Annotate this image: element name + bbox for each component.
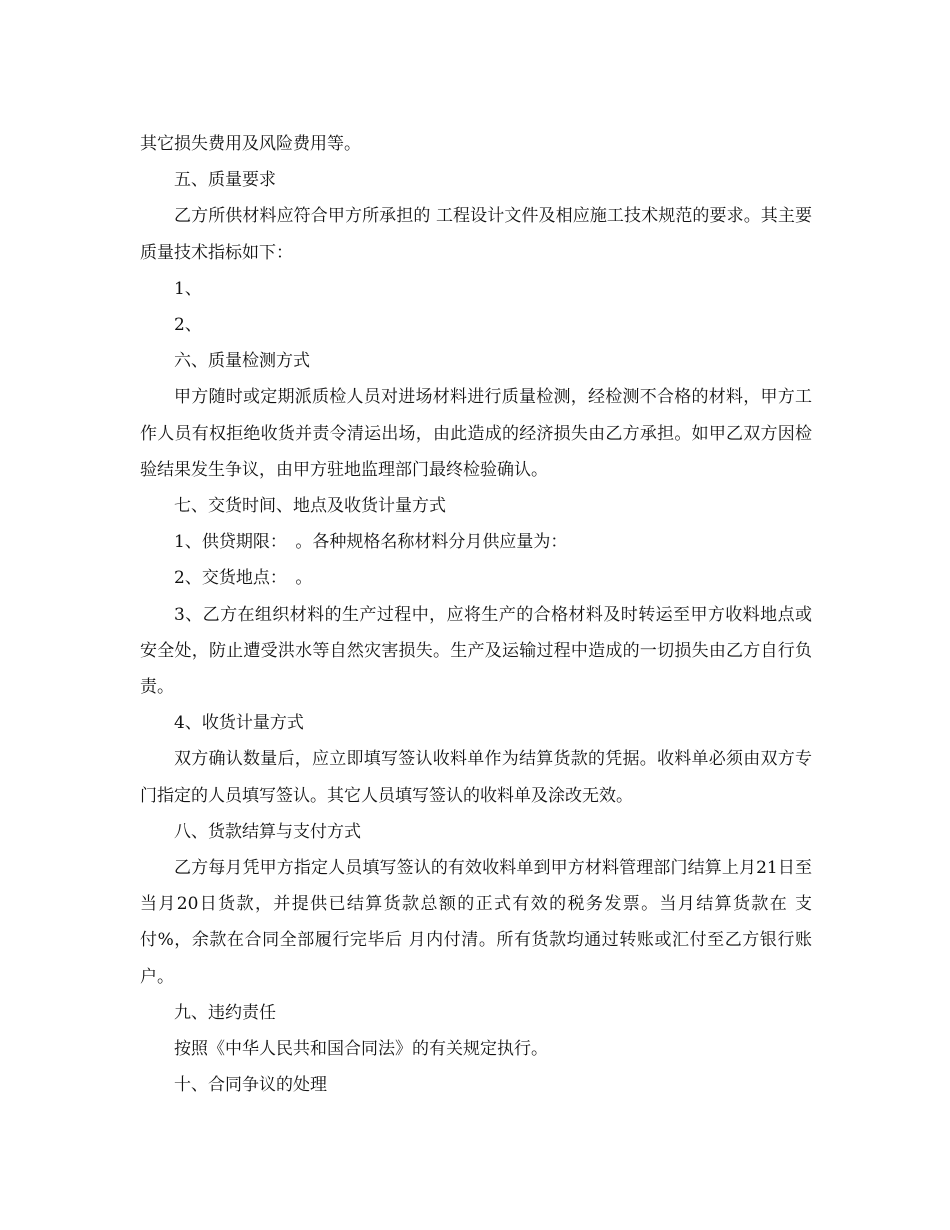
section-heading-dispute: 十、合同争议的处理 bbox=[174, 1075, 327, 1096]
section-heading-breach: 九、违约责任 bbox=[174, 1002, 276, 1023]
paragraph-continuation: 其它损失费用及风险费用等。 bbox=[140, 134, 361, 154]
paragraph-breach: 按照《中华人民共和国合同法》的有关规定执行。 bbox=[174, 1039, 548, 1060]
paragraph-receipt-measurement: 双方确认数量后，应立即填写签认收料单作为结算货款的凭据。收料单必须由双方专门指定的人员填写签认。其它人员填写签认的收料单及涂改无效。 bbox=[140, 749, 812, 806]
delivery-item-2: 2、交货地点： 。 bbox=[174, 568, 313, 589]
section-heading-delivery: 七、交货时间、地点及收货计量方式 bbox=[174, 496, 446, 517]
section-heading-quality-inspection: 六、质量检测方式 bbox=[174, 351, 310, 372]
paragraph-quality-inspection: 甲方随时或定期派质检人员对进场材料进行质量检测，经检测不合格的材料，甲方工作人员有权拒绝收货并责令清运出场，由此造成的经济损失由乙方承担。如甲乙双方因检验结果发生争议，由甲方驻地监理部门最终检验确认。 bbox=[140, 387, 812, 480]
list-item-2: 2、 bbox=[174, 315, 202, 336]
section-heading-quality-requirements: 五、质量要求 bbox=[174, 170, 276, 191]
list-item-1: 1、 bbox=[174, 278, 202, 299]
delivery-item-4: 4、收货计量方式 bbox=[174, 713, 304, 734]
delivery-item-3: 3、乙方在组织材料的生产过程中，应将生产的合格材料及时转运至甲方收料地点或安全处，防止遭受洪水等自然灾害损失。生产及运输过程中造成的一切损失由乙方自行负责。 bbox=[140, 604, 812, 698]
document-body bbox=[140, 126, 812, 1103]
delivery-item-1: 1、供贷期限： 。各种规格名称材料分月供应量为： bbox=[174, 532, 568, 553]
paragraph-payment: 乙方每月凭甲方指定人员填写签认的有效收料单到甲方材料管理部门结算上月21日至当月20日货款，并提供已结算货款总额的正式有效的税务发票。当月结算货款在 支付%，余款在合同全部履行完毕后 月内付清。所有货款均通过转账或汇付至乙方银行账户。 bbox=[140, 858, 812, 987]
paragraph-quality-requirements: 乙方所供材料应符合甲方所承担的 工程设计文件及相应施工技术规范的要求。其主要质量技术指标如下： bbox=[140, 206, 812, 263]
section-heading-payment: 八、货款结算与支付方式 bbox=[174, 821, 361, 842]
